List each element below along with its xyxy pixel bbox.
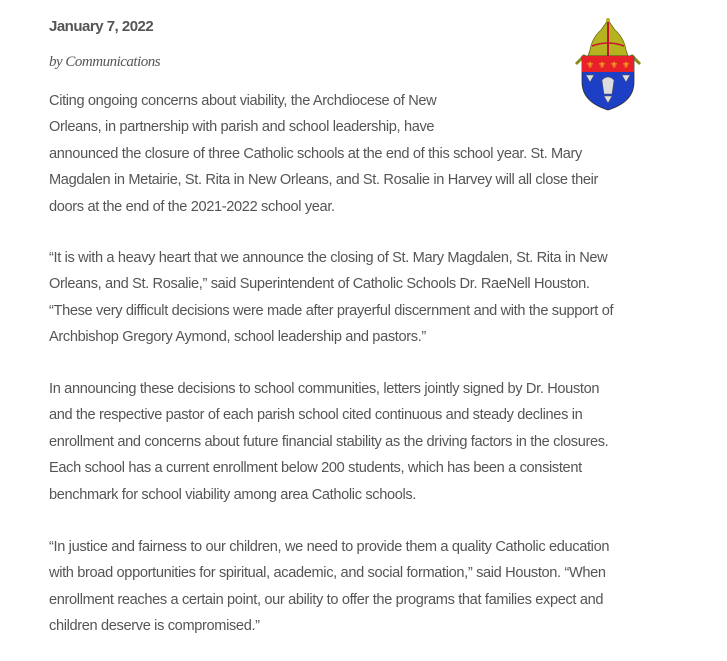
- text-line: Magdalen in Metairie, St. Rita in New Orleans, and St. Rosalie in Harvey will all close their: [49, 172, 599, 189]
- text-line: enrollment reaches a certain point, our ability to offer the programs that families expect and: [49, 591, 604, 608]
- text-line: “In justice and fairness to our children, we need to provide them a quality Catholic education: [49, 539, 610, 555]
- text-line: children deserve is compromised.”: [49, 618, 260, 635]
- article-paragraph: [49, 376, 608, 508]
- article-byline: by Communications: [49, 54, 161, 70]
- svg-text:⚜: ⚜: [597, 61, 607, 71]
- text-line: Orleans, and St. Rosalie,” said Superintendent of Catholic Schools Dr. RaeNell Houston.: [49, 276, 590, 293]
- svg-text:⚜: ⚜: [585, 61, 595, 71]
- text-line: benchmark for school viability among area Catholic schools.: [49, 486, 417, 503]
- article-paragraph: [49, 534, 609, 640]
- text-line: doors at the end of the 2021-2022 school year.: [49, 198, 335, 215]
- text-line: “It is with a heavy heart that we announce the closing of St. Mary Magdalen, St. Rita in New: [49, 250, 608, 266]
- text-line: with broad opportunities for spiritual, academic, and social formation,” said Houston. “When: [49, 565, 606, 582]
- article-paragraph: [49, 88, 598, 220]
- article-paragraph: [49, 245, 613, 351]
- svg-text:⚜: ⚜: [609, 61, 619, 71]
- text-line: announced the closure of three Catholic schools at the end of this school year. St. Mary: [49, 145, 583, 162]
- text-line: “These very difficult decisions were made after prayerful discernment and with the support of: [49, 302, 614, 319]
- text-line: Orleans, in partnership with parish and school leadership, have: [49, 119, 435, 136]
- article-date: January 7, 2022: [49, 18, 154, 35]
- text-line: Archbishop Gregory Aymond, school leadership and pastors.”: [49, 329, 426, 346]
- svg-text:⚜: ⚜: [621, 61, 631, 71]
- text-line: In announcing these decisions to school communities, letters jointly signed by Dr. Houston: [49, 381, 600, 397]
- text-line: Citing ongoing concerns about viability, the Archdiocese of New: [49, 93, 437, 109]
- text-line: and the respective pastor of each parish school cited continuous and steady declines in: [49, 407, 583, 424]
- text-line: enrollment and concerns about future financial stability as the driving factors in the closures.: [49, 433, 609, 450]
- text-line: Each school has a current enrollment below 200 students, which has been a consistent: [49, 460, 582, 477]
